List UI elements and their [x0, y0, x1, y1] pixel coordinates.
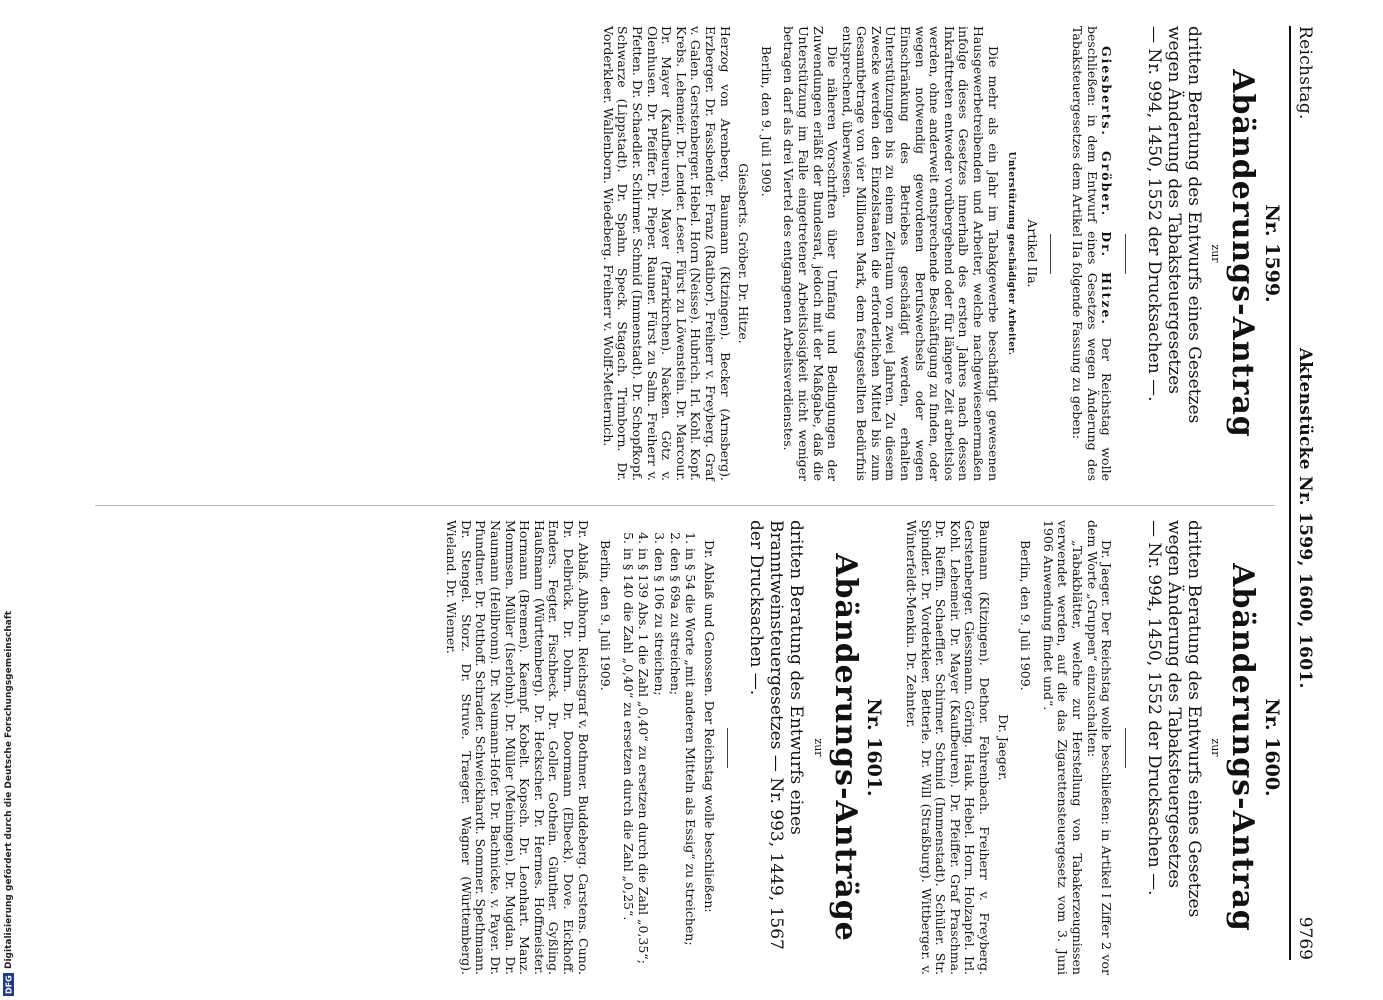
header-reichstag: Reichstag. [1295, 26, 1315, 120]
page-header [1289, 26, 1323, 960]
doc-1599-article-sub: Unterstützung geschädigter Arbeiter. [1006, 151, 1017, 356]
doc-1599-intro [1069, 26, 1113, 481]
separator [1121, 520, 1136, 975]
doc-1601-intro: Dr. Ablaß und Genossen. Der Reichstag wolle beschließen: [701, 540, 717, 913]
doc-1599-article: Artikel IIa. [1024, 219, 1040, 288]
doc-1599-zur: zur [1209, 244, 1223, 263]
doc-1600-number: Nr. 1600. [1261, 698, 1283, 797]
doc-1599-subtitle: dritten Beratung des Entwurfs eines Gesetzes wegen Änderung des Tabaksteuergesetzes [1163, 26, 1204, 424]
doc-1601-item: 2. den § 69a zu streichen; [667, 548, 682, 975]
doc-1601-zur: zur [811, 738, 825, 757]
doc-1601-item: 3. den § 106 zu streichen; [651, 548, 666, 975]
separator [724, 520, 739, 975]
doc-1599-para2: Die näheren Vorschriften über Umfang und Bedingungen der Zuwendungen erläßt der Bundesrat, jedoch mit der Maßgabe, daß die Unterstützung im Falle eingetretener Arbeitslosigkeit nicht weniger betragen darf als drei Viertel des entgangenen Arbeitsverdienstes. [781, 26, 841, 481]
separator [1047, 26, 1062, 481]
doc-1601-title: Abänderungs-Anträge [827, 553, 863, 942]
doc-1599-para1: Die mehr als ein Jahr im Tabakgewerbe beschäftigt gewesenen Hausgewerbetreibenden und Arbeiter, welche nachgewiesenermaßen infolge dieses Gesetzes innerhalb des ersten Jahres nach dessen Inkrafttreten entweder vorübergehend oder für längere Zeit arbeitslos werden, ohne anderweit entsprechende Beschäftigung zu finden, oder wegen notwendig gewordenen Berufswechsels oder wegen Einschränkung des Betriebes geschädigt werden, erhalten Unterstützungen bis zu einem Zeitraum von zwei Jahren. Zu diesem Zwecke werden den Einzelstaaten die erforderlichen Mittel bis zum Gesamtbetrage von vier Millionen Mark, dem festgestellten Bedürfnis entsprechend, überwiesen. [839, 26, 1001, 481]
doc-1599-intro-names: Giesberts. Gröber. Dr. Hitze. [1099, 46, 1115, 326]
doc-1600-title: Abänderungs-Antrag [1225, 563, 1261, 932]
document-1599 [600, 26, 1283, 481]
page-number: 9769 [1295, 916, 1315, 960]
doc-1599-number: Nr. 1599. [1261, 204, 1283, 303]
doc-1601-signers: Dr. Ablaß. Albhorn. Reichsgraf v. Bothmer. Buddeberg. Carstens. Cuno. Dr. Delbrück. Dr. Dohrn. Dr. Doormann (Elbeck). Dove. Eickhoff. Enders. Fegter. Fischbeck. Dr. Goller. Gothein. Günther. Gyßling. Haußmann (Württemberg). Dr. Heckscher. Dr. Hermes. Hoffmeister. Hormann (Bremen). Kaempf. Kobelt. Kopsch. Dr. Leonhart. Manz. Mommsen. Müller (Iserlohn). Dr. Müller (Meiningen). Dr. Mugdan. Dr. Naumann (Heilbronn). Dr. Neumann-Hofer. Dr. Bachnicke. v. Payer. Dr. Pfundtner. Dr. Potthoff. Schrader. Schweickhardt. Sommer. Spethmann. Dr. Stengel. Storz. Dr. Struve. Traeger. Wagner (Württemberg). Wieland. Dr. Wiemer. [444, 520, 591, 975]
doc-1600-quote: „Tabakblätter, welche zur Herstellung von Tabakerzeugnissen verwendet werden, auf die das Zigarettensteuergesetz vom 3. Juni 1906 Anwendung findet und“. [1040, 520, 1086, 975]
doc-1600-date: Berlin, den 9. Juli 1909. [1018, 540, 1034, 691]
doc-1600-zur: zur [1209, 738, 1223, 757]
digitization-note-text: Digitalisierung gefördert durch die Deutsche Forschungsgemeinschaft [4, 611, 14, 970]
doc-1601-items [620, 520, 697, 975]
doc-1600-intro: Dr. Jaeger. Der Reichstag wolle beschließen: in Artikel I Ziffer 2 vor dem Worte „Gruppen“ einzuschalten: [1084, 520, 1115, 975]
doc-1600-signed: Dr. Jaeger. [995, 714, 1011, 781]
doc-1600-signers: Baumann (Kitzingen). Dethor. Fehrenbach. Freiherr v. Freyberg. Gerstenberger. Giessmann. Göring. Hauk. Hebel. Horn. Holzapfel. Irl. Kohl. Lehemeir. Dr. Mayer (Kaufbeuren). Dr. Pfeiffer. Graf Praschma. Dr. Rieffin. Schaeffler. Schirmer. Schmid (Immenstadt). Schüler. Str. Spindler. Dr. Vorderkleer. Betterle. Dr. Will (Straßburg). Wittberger. v. Winterfeldt-Menkin. Dr. Zehnter. [904, 520, 993, 975]
doc-1599-date: Berlin, den 9. Juli 1909. [758, 46, 774, 197]
doc-1599-signed: Giesberts. Gröber. Dr. Hitze. [736, 163, 752, 344]
doc-1601-subtitle: dritten Beratung des Entwurfs eines Branntweinsteuergesetzes — Nr. 993, 1449, 1567 der Drucksachen —. [746, 520, 807, 950]
dfg-logo: DFG [4, 975, 14, 994]
doc-1601-item: 1. in § 54 die Worte „mit anderen Mitteln als Essig“ zu streichen; [683, 548, 698, 975]
doc-1599-title: Abänderungs-Antrag [1225, 69, 1261, 438]
header-documents: Aktenstücke Nr. 1599, 1600, 1601. [1295, 347, 1315, 689]
doc-1599-intro-text: Der Reichstag wolle beschließen: in dem Entwurf eines Gesetzes wegen Änderung des Tabaksteuergesetzes dem Artikel IIa folgende Fassung zu geben: [1070, 26, 1115, 481]
doc-1601-date: Berlin, den 9. Juli 1909. [598, 540, 614, 691]
doc-1600-refs: — Nr. 994, 1450, 1552 der Drucksachen —. [1143, 520, 1164, 896]
separator [1121, 26, 1136, 481]
doc-1599-signers: Herzog von Arenberg. Baumann (Kitzingen). Becker (Arnsberg). Erzberger. Dr. Fassbender. Franz (Ratibor). Freiherr v. Freyberg. Graf v. Galen. Gerstenberger. Hebel. Horn (Neisse). Hubrich. Irl. Kohl. Kopf. Krebs. Lehemeir. Dr. Lender. Leser. Fürst zu Löwenstein. Dr. Marcour. Dr. Mayer (Kaufbeuren). Mayer (Pfarrkirchen). Nacken. Götz v. Olenhusen. Dr. Pfeiffer. Dr. Pieper. Rauner. Fürst zu Salm. Freiherr v. Pfetten. Dr. Schaedler. Schirmer. Schmid (Immenstadt). Dr. Schopfkopf. Schwarze (Lippstadt). Dr. Spahn. Speck. Stagach. Trimborn. Dr. Vorderkleer. Wallenborn. Wiedeberg. Freiherr v. Wolff-Metternich. [600, 26, 733, 481]
doc-1601-number: Nr. 1601. [863, 698, 886, 797]
doc-1601-item: 4. in § 139 Abs. 1 die Zahl „0,40“ zu ersetzen durch die Zahl „0,35“; [636, 548, 651, 975]
doc-1600-subtitle: dritten Beratung des Entwurfs eines Gesetzes wegen Änderung des Tabaksteuergesetzes [1163, 520, 1204, 918]
column-divider [95, 505, 1275, 506]
document-1600-1601 [444, 520, 1283, 975]
doc-1601-item: 5. in § 140 die Zahl „0,40“ zu ersetzen durch die Zahl „0,25“. [620, 548, 635, 975]
doc-1599-refs: — Nr. 994, 1450, 1552 der Drucksachen —. [1143, 26, 1164, 402]
